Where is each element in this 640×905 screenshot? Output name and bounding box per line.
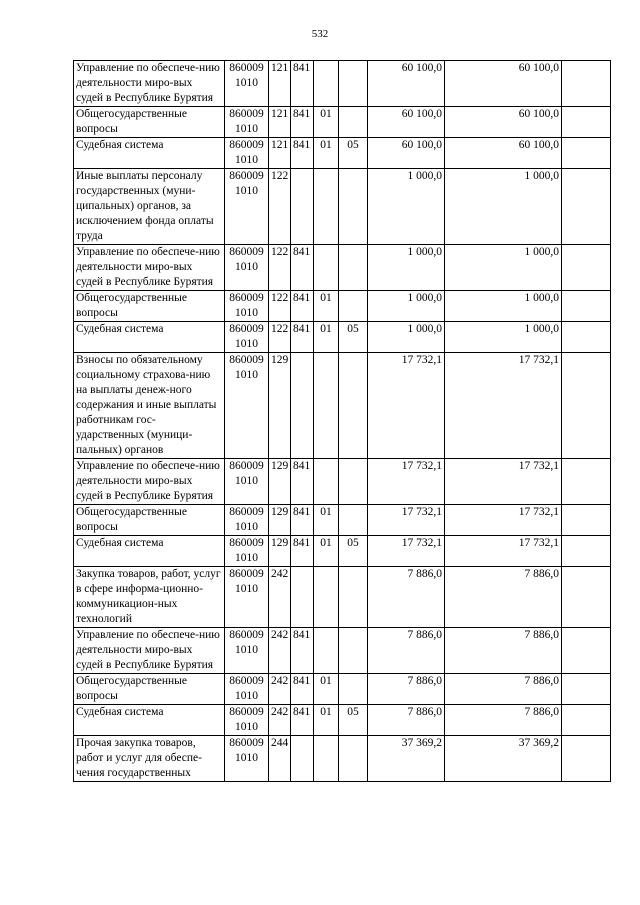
expense-type: 121 [269,61,291,107]
row-name: Управление по обеспече-нию деятельности миро-вых судей в Республике Бурятия [74,628,225,674]
subsection-code [339,628,368,674]
section-code: 01 [314,138,339,169]
row-name: Закупка товаров, работ, услуг в сфере информа-ционно-коммуникацион-ных технологий [74,567,225,628]
target-code: 860009 1010 [225,353,269,459]
amount-total: 7 886,0 [368,705,445,736]
row-name: Взносы по обязательному социальному страхова-нию на выплаты денеж-ного содержания и иные выплаты работникам гос-ударственных (муници-пальных) органов [74,353,225,459]
table-row [74,138,611,169]
section-code [314,245,339,291]
subsection-code: 05 [339,322,368,353]
ministry-code: 841 [291,107,314,138]
amount-total: 17 732,1 [368,536,445,567]
section-code: 01 [314,322,339,353]
target-code: 860009 1010 [225,674,269,705]
empty-cell [562,459,611,505]
table-row [74,107,611,138]
empty-cell [562,705,611,736]
amount-total: 7 886,0 [368,674,445,705]
subsection-code [339,169,368,245]
amount-delegated: 17 732,1 [445,536,562,567]
table-row [74,245,611,291]
table-row [74,736,611,782]
target-code: 860009 1010 [225,138,269,169]
amount-delegated: 17 732,1 [445,505,562,536]
row-name: Судебная система [74,536,225,567]
section-code: 01 [314,505,339,536]
table-row [74,567,611,628]
amount-delegated: 7 886,0 [445,674,562,705]
section-code: 01 [314,536,339,567]
section-code: 01 [314,705,339,736]
target-code: 860009 1010 [225,536,269,567]
empty-cell [562,291,611,322]
row-name: Общегосударственные вопросы [74,291,225,322]
amount-total: 1 000,0 [368,322,445,353]
target-code: 860009 1010 [225,107,269,138]
amount-delegated: 1 000,0 [445,291,562,322]
ministry-code: 841 [291,61,314,107]
subsection-code: 05 [339,138,368,169]
expense-type: 244 [269,736,291,782]
expense-type: 121 [269,138,291,169]
table-row [74,61,611,107]
table-body [74,61,611,782]
amount-delegated: 60 100,0 [445,61,562,107]
ministry-code [291,353,314,459]
amount-delegated: 7 886,0 [445,705,562,736]
empty-cell [562,505,611,536]
row-name: Судебная система [74,322,225,353]
expense-type: 122 [269,169,291,245]
subsection-code [339,674,368,705]
subsection-code [339,567,368,628]
section-code: 01 [314,107,339,138]
empty-cell [562,61,611,107]
amount-delegated: 7 886,0 [445,628,562,674]
table-row [74,505,611,536]
amount-total: 17 732,1 [368,505,445,536]
table-row [74,536,611,567]
ministry-code: 841 [291,505,314,536]
ministry-code: 841 [291,628,314,674]
table-row [74,459,611,505]
target-code: 860009 1010 [225,291,269,322]
row-name: Иные выплаты персоналу государственных (муни-ципальных) органов, за исключением фонда оплаты труда [74,169,225,245]
ministry-code: 841 [291,291,314,322]
table-row [74,705,611,736]
target-code: 860009 1010 [225,736,269,782]
expense-type: 122 [269,322,291,353]
amount-total: 60 100,0 [368,61,445,107]
ministry-code: 841 [291,674,314,705]
section-code [314,61,339,107]
target-code: 860009 1010 [225,628,269,674]
expense-type: 121 [269,107,291,138]
empty-cell [562,567,611,628]
amount-delegated: 60 100,0 [445,138,562,169]
target-code: 860009 1010 [225,505,269,536]
ministry-code: 841 [291,536,314,567]
page-number: 532 [311,28,329,40]
amount-total: 60 100,0 [368,107,445,138]
ministry-code [291,169,314,245]
table-row [74,674,611,705]
table-row [74,322,611,353]
subsection-code: 05 [339,536,368,567]
row-name: Прочая закупка товаров, работ и услуг для обеспе-чения государственных [74,736,225,782]
row-name: Управление по обеспече-нию деятельности миро-вых судей в Республике Бурятия [74,245,225,291]
table-row [74,291,611,322]
empty-cell [562,322,611,353]
ministry-code [291,567,314,628]
subsection-code [339,505,368,536]
row-name: Управление по обеспече-нию деятельности миро-вых судей в Республике Бурятия [74,459,225,505]
ministry-code [291,736,314,782]
expense-type: 242 [269,567,291,628]
amount-delegated: 1 000,0 [445,169,562,245]
expense-type: 242 [269,628,291,674]
amount-total: 17 732,1 [368,459,445,505]
amount-delegated: 1 000,0 [445,245,562,291]
section-code: 01 [314,291,339,322]
section-code [314,353,339,459]
row-name: Общегосударственные вопросы [74,674,225,705]
amount-total: 60 100,0 [368,138,445,169]
amount-total: 17 732,1 [368,353,445,459]
subsection-code [339,736,368,782]
expense-type: 242 [269,674,291,705]
section-code [314,459,339,505]
subsection-code [339,291,368,322]
row-name: Общегосударственные вопросы [74,107,225,138]
empty-cell [562,138,611,169]
subsection-code [339,353,368,459]
subsection-code [339,245,368,291]
expense-type: 129 [269,353,291,459]
expense-type: 129 [269,536,291,567]
empty-cell [562,736,611,782]
amount-delegated: 7 886,0 [445,567,562,628]
target-code: 860009 1010 [225,61,269,107]
amount-delegated: 17 732,1 [445,459,562,505]
target-code: 860009 1010 [225,567,269,628]
amount-delegated: 17 732,1 [445,353,562,459]
empty-cell [562,628,611,674]
amount-delegated: 37 369,2 [445,736,562,782]
empty-cell [562,107,611,138]
amount-total: 1 000,0 [368,245,445,291]
target-code: 860009 1010 [225,169,269,245]
target-code: 860009 1010 [225,705,269,736]
empty-cell [562,353,611,459]
ministry-code: 841 [291,322,314,353]
row-name: Судебная система [74,138,225,169]
amount-total: 37 369,2 [368,736,445,782]
subsection-code [339,459,368,505]
empty-cell [562,674,611,705]
expense-type: 242 [269,705,291,736]
amount-delegated: 60 100,0 [445,107,562,138]
empty-cell [562,169,611,245]
section-code [314,567,339,628]
expense-type: 122 [269,245,291,291]
ministry-code: 841 [291,705,314,736]
ministry-code: 841 [291,245,314,291]
amount-total: 7 886,0 [368,628,445,674]
subsection-code [339,61,368,107]
empty-cell [562,245,611,291]
section-code [314,169,339,245]
amount-total: 7 886,0 [368,567,445,628]
ministry-code: 841 [291,138,314,169]
row-name: Управление по обеспече-нию деятельности миро-вых судей в Республике Бурятия [74,61,225,107]
subsection-code: 05 [339,705,368,736]
ministry-code: 841 [291,459,314,505]
table-row [74,169,611,245]
expense-type: 129 [269,505,291,536]
amount-delegated: 1 000,0 [445,322,562,353]
section-code [314,736,339,782]
amount-total: 1 000,0 [368,291,445,322]
expense-type: 122 [269,291,291,322]
table-row [74,628,611,674]
empty-cell [562,536,611,567]
section-code [314,628,339,674]
row-name: Судебная система [74,705,225,736]
target-code: 860009 1010 [225,245,269,291]
table-row [74,353,611,459]
subsection-code [339,107,368,138]
row-name: Общегосударственные вопросы [74,505,225,536]
target-code: 860009 1010 [225,459,269,505]
amount-total: 1 000,0 [368,169,445,245]
section-code: 01 [314,674,339,705]
target-code: 860009 1010 [225,322,269,353]
expense-type: 129 [269,459,291,505]
budget-table [73,60,611,782]
